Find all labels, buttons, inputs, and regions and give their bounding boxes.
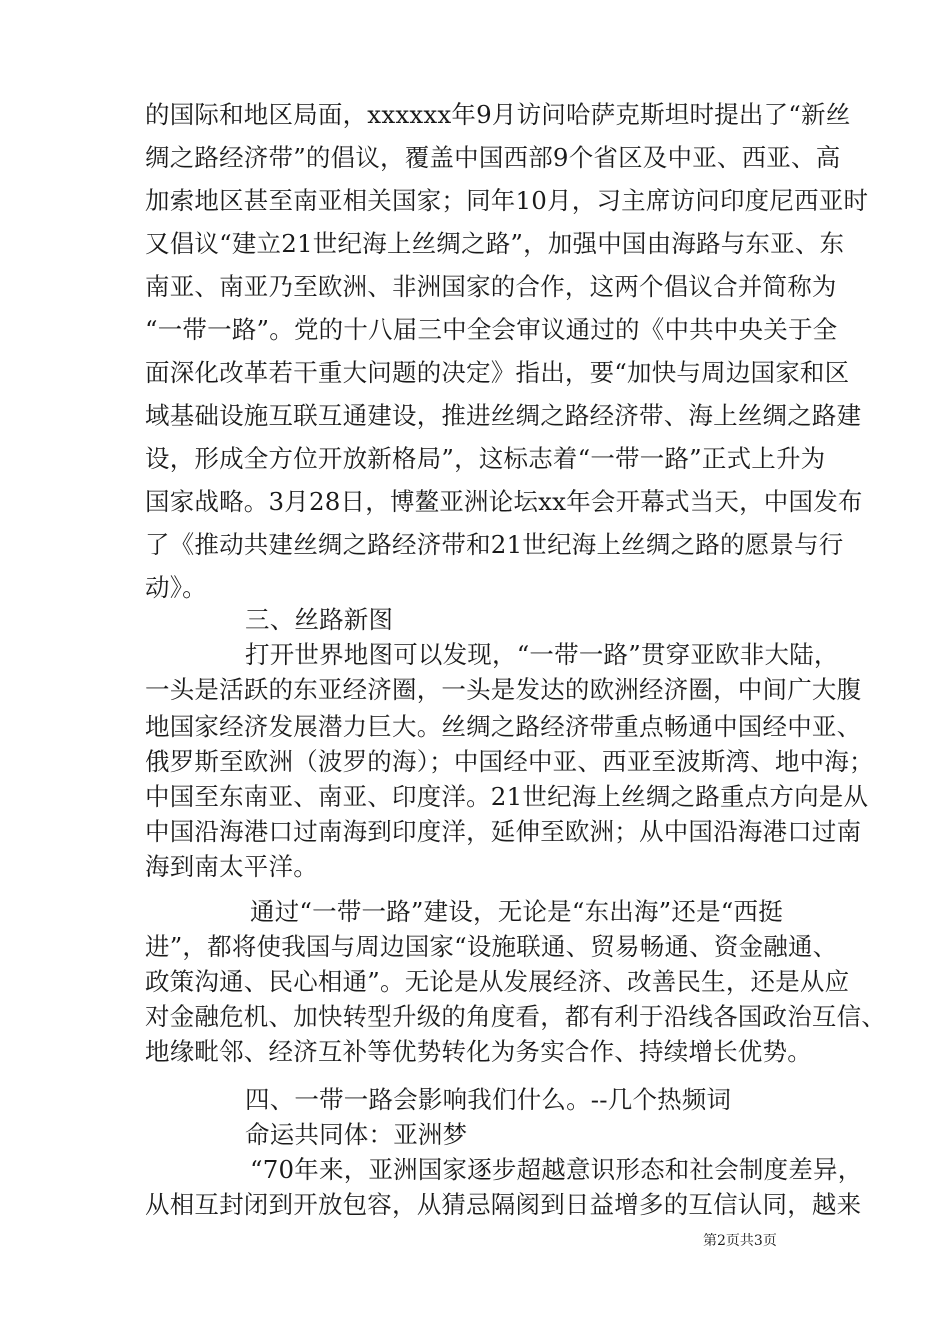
text-line: 政策沟通、民心相通”。无论是从发展经济、改善民生，还是从应 <box>145 967 850 996</box>
text-line: 中国至东南亚、南亚、印度洋。21世纪海上丝绸之路重点方向是从 <box>145 782 869 811</box>
text-line: 地国家经济发展潜力巨大。丝绸之路经济带重点畅通中国经中亚、 <box>145 712 862 741</box>
text-line: 南亚、南亚乃至欧洲、非洲国家的合作，这两个倡议合并简称为 <box>145 272 837 301</box>
text-line: “70年来，亚洲国家逐步超越意识形态和社会制度差异， <box>250 1155 863 1184</box>
text-line: 动》。 <box>145 573 207 602</box>
text-line: 设，形成全方位开放新格局”，这标志着“一带一路”正式上升为 <box>145 444 826 473</box>
text-line: 通过“一带一路”建设，无论是“东出海”还是“西挺 <box>250 897 783 926</box>
text-line: 又倡议“建立21世纪海上丝绸之路”，加强中国由海路与东亚、东 <box>145 229 845 258</box>
text-line: 海到南太平洋。 <box>145 852 318 881</box>
text-line: 一头是活跃的东亚经济圈，一头是发达的欧洲经济圈，中间广大腹 <box>145 675 862 704</box>
text-line: “一带一路”。党的十八届三中全会审议通过的《中共中央关于全 <box>145 315 838 344</box>
text-line: 加索地区甚至南亚相关国家；同年10月，习主席访问印度尼西亚时 <box>145 186 869 215</box>
text-line: 打开世界地图可以发现，“一带一路”贯穿亚欧非大陆， <box>245 640 839 669</box>
text-line: 国家战略。3月28日，博鳌亚洲论坛xx年会开幕式当天，中国发布 <box>145 487 863 516</box>
text-line: 对金融危机、加快转型升级的角度看，都有利于沿线各国政治互信、 <box>145 1002 886 1031</box>
subheading: 命运共同体：亚洲梦 <box>245 1120 468 1149</box>
text-line: 的国际和地区局面，xxxxxx年9月访问哈萨克斯坦时提出了“新丝 <box>145 100 851 129</box>
text-line: 从相互封闭到开放包容，从猜忌隔阂到日益增多的互信认同，越来 <box>145 1190 862 1219</box>
text-line: 了《推动共建丝绸之路经济带和21世纪海上丝绸之路的愿景与行 <box>145 530 844 559</box>
text-line: 中国沿海港口过南海到印度洋，延伸至欧洲；从中国沿海港口过南 <box>145 817 862 846</box>
text-line: 绸之路经济带”的倡议，覆盖中国西部9个省区及中亚、西亚、高 <box>145 143 841 172</box>
page-footer: 第2页共3页 <box>703 1233 777 1249</box>
section-heading: 四、一带一路会影响我们什么。--几个热频词 <box>245 1085 732 1114</box>
text-line: 面深化改革若干重大问题的决定》指出，要“加快与周边国家和区 <box>145 358 850 387</box>
text-line: 地缘毗邻、经济互补等优势转化为务实合作、持续增长优势。 <box>145 1037 812 1066</box>
section-heading: 三、丝路新图 <box>245 605 394 634</box>
text-line: 进”，都将使我国与周边国家“设施联通、贸易畅通、资金融通、 <box>145 932 838 961</box>
text-line: 俄罗斯至欧洲（波罗的海）；中国经中亚、西亚至波斯湾、地中海； <box>145 747 874 776</box>
text-line: 域基础设施互联互通建设，推进丝绸之路经济带、海上丝绸之路建 <box>145 401 862 430</box>
